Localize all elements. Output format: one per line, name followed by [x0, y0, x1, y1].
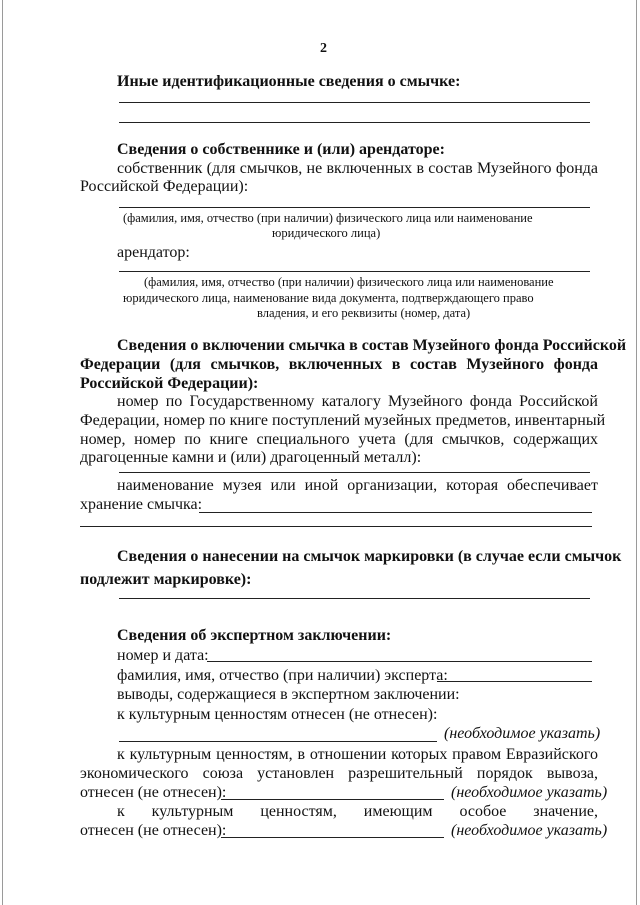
- owner-hint-1: (фамилия, имя, отчество (при наличии) физического лица или наименование: [123, 211, 533, 225]
- other-info-line-1[interactable]: [119, 102, 590, 103]
- other-info-line-2[interactable]: [119, 122, 590, 123]
- tenant-hint-1: (фамилия, имя, отчество (при наличии) физического лица или наименование: [144, 275, 554, 289]
- marking-heading-2: подлежит маркировке):: [80, 571, 252, 588]
- expert-must-specify-2: (необходимое указать): [451, 784, 608, 801]
- expert-name-label: фамилия, имя, отчество (при наличии) эксперта:: [117, 667, 448, 684]
- museum-heading-2: Федерации (для смычков, включенных в состав Музейного фонда: [80, 356, 598, 373]
- expert-must-specify-1: (необходимое указать): [444, 725, 601, 742]
- owner-text-line-2: Российской Федерации):: [80, 178, 249, 195]
- expert-number-date-label: номер и дата:: [117, 647, 209, 664]
- expert-cultural-field[interactable]: [119, 741, 437, 742]
- expert-eaeu-line-3: отнесен (не отнесен):: [80, 784, 227, 801]
- expert-name-field[interactable]: [437, 681, 592, 682]
- expert-special-line-2: отнесен (не отнесен):: [80, 822, 227, 839]
- museum-number-line-2: Федерации, номер по книге поступлений музейных предметов, инвентарный: [80, 412, 606, 429]
- page-number: 2: [320, 41, 327, 56]
- tenant-line[interactable]: [119, 271, 590, 272]
- expert-must-specify-3: (необходимое указать): [451, 822, 608, 839]
- expert-cultural-label: к культурным ценностям отнесен (не отнесен):: [117, 706, 438, 723]
- museum-org-field[interactable]: [199, 512, 592, 513]
- tenant-hint-2: юридического лица, наименование вида документа, подтверждающего право: [123, 291, 534, 305]
- museum-org-line-1: наименование музея или иной организации, которая обеспечивает: [117, 477, 598, 494]
- museum-number-line-3: номер, номер по книге специального учета (для смычков, содержащих: [80, 431, 598, 448]
- museum-heading-3: Российской Федерации):: [80, 375, 259, 392]
- tenant-hint-3: владения, и его реквизиты (номер, дата): [257, 306, 471, 320]
- museum-org-line-2: хранение смычка:: [80, 496, 203, 513]
- expert-number-date-field[interactable]: [207, 661, 592, 662]
- owner-heading: Сведения о собственнике и (или) арендаторе:: [117, 141, 445, 158]
- expert-eaeu-line-2: экономического союза установлен разрешительный порядок вывоза,: [80, 765, 598, 782]
- tenant-label: арендатор:: [117, 244, 190, 261]
- expert-special-field[interactable]: [221, 837, 444, 838]
- expert-eaeu-line-1: к культурным ценностям, в отношении которых правом Евразийского: [117, 746, 598, 763]
- marking-heading-1: Сведения о нанесении на смычок маркировки (в случае если смычок: [117, 548, 622, 565]
- other-info-heading: Иные идентификационные сведения о смычке:: [117, 73, 461, 90]
- owner-line[interactable]: [119, 207, 590, 208]
- museum-number-line-4: драгоценные камни и (или) драгоценный металл):: [80, 449, 422, 466]
- museum-number-line[interactable]: [119, 472, 590, 473]
- owner-text-line-1: собственник (для смычков, не включенных в состав Музейного фонда: [117, 160, 598, 177]
- museum-number-line-1: номер по Государственному каталогу Музейного фонда Российской: [117, 393, 598, 410]
- expert-eaeu-field[interactable]: [221, 799, 444, 800]
- museum-heading-1: Сведения о включении смычка в состав Музейного фонда Российской: [117, 337, 627, 354]
- owner-hint-2: юридического лица): [272, 226, 381, 240]
- expert-special-line-1: к культурным ценностям, имеющим особое значение,: [117, 803, 598, 820]
- museum-org-line-extra[interactable]: [80, 526, 592, 527]
- marking-line[interactable]: [119, 598, 590, 599]
- expert-heading: Сведения об экспертном заключении:: [117, 627, 392, 644]
- expert-conclusions-label: выводы, содержащиеся в экспертном заключении:: [117, 686, 460, 703]
